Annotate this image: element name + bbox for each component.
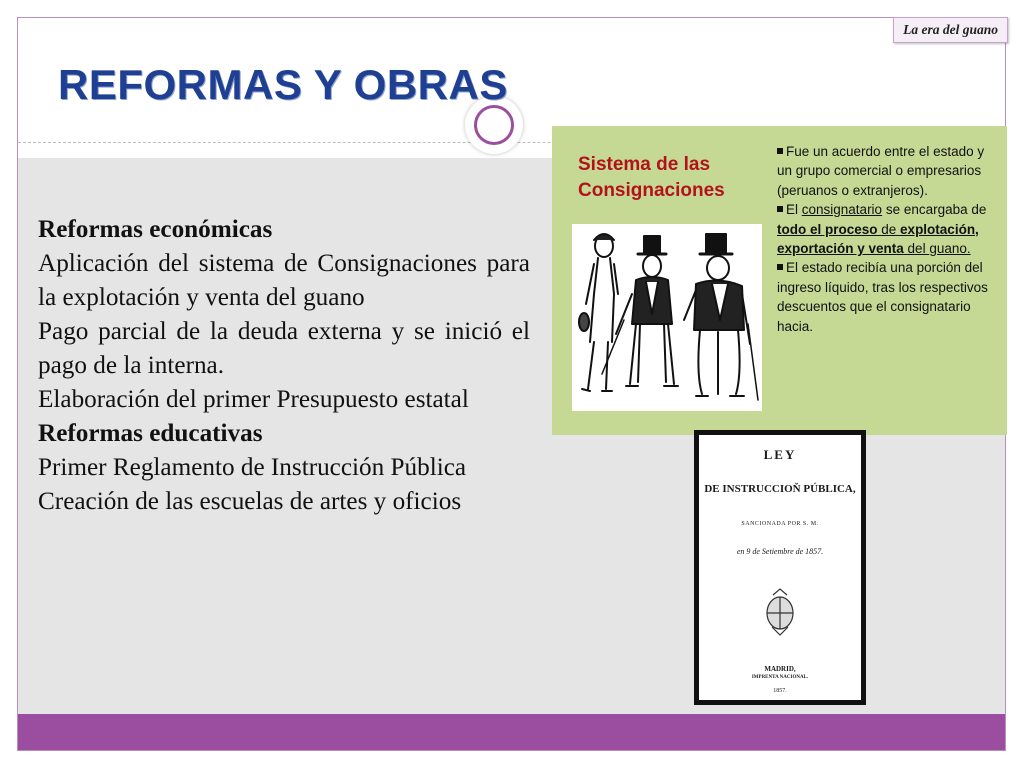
- reforms-text: [38, 213, 530, 519]
- document-date: en 9 de Setiembre de 1857.: [736, 547, 824, 556]
- document-year: 1857.: [773, 688, 787, 694]
- card-underlined-text: del: [903, 241, 930, 257]
- document-title: LEY: [763, 447, 797, 462]
- law-document-cover: [694, 430, 866, 705]
- card-bullet: [777, 200, 999, 258]
- document-subtitle: DE INSTRUCCIOŇ PÚBLICA,: [704, 483, 856, 495]
- economic-reforms-heading: Reformas económicas: [38, 216, 273, 243]
- section-tag: La era del guano: [893, 17, 1008, 43]
- card-text: [777, 142, 999, 336]
- card-underlined-text: consignatario: [801, 202, 883, 218]
- economic-reform-item: Elaboración del primer Presupuesto estatal: [38, 386, 469, 413]
- document-sanction: SANCIONADA POR S. M.: [741, 521, 819, 527]
- footer-bar: [18, 714, 1005, 750]
- square-bullet-icon: [777, 206, 783, 212]
- card-underlined-text: de: [877, 221, 901, 237]
- education-reforms-heading: Reformas educativas: [38, 420, 263, 447]
- document-printer: IMPRENTA NACIONAL.: [751, 675, 809, 680]
- slide-title: REFORMAS Y OBRAS: [58, 61, 508, 108]
- document-city: MADRID,: [764, 665, 796, 673]
- education-reform-item: Primer Reglamento de Instrucción Pública: [38, 454, 467, 481]
- card-bullet: [777, 258, 999, 336]
- card-title: [578, 152, 725, 204]
- card-bullet-text: Fue un acuerdo entre el estado y un grupo comercial o empresarios (peruanos o extranjeros).: [777, 144, 985, 198]
- economic-reform-item: Aplicación del sistema de Consignaciones para la explotación y venta del guano: [38, 250, 530, 311]
- merchants-illustration: [572, 224, 762, 411]
- consignment-system-card: [552, 126, 1007, 435]
- card-emphasis-text: explotación, exportación y venta: [777, 221, 979, 257]
- card-bullet-text: El: [786, 202, 802, 218]
- card-bullet-text: El estado recibía una porción del ingreso líquido, tras los respectivos descuentos que el consignatario hacia.: [777, 260, 988, 334]
- card-bullet-text: se encargaba de: [882, 202, 987, 218]
- square-bullet-icon: [777, 148, 783, 154]
- card-title-line: Consignaciones: [578, 180, 725, 201]
- coat-of-arms-icon: [763, 587, 797, 637]
- square-bullet-icon: [777, 264, 783, 270]
- card-underlined-text: guano.: [929, 241, 971, 257]
- education-reform-item: Creación de las escuelas de artes y oficios: [38, 488, 462, 515]
- card-emphasis-text: todo el proceso: [777, 221, 878, 237]
- economic-reform-item: Pago parcial de la deuda externa y se inició el pago de la interna.: [38, 318, 530, 379]
- merchants-caricature-icon: [572, 224, 762, 411]
- card-bullet: [777, 142, 999, 200]
- card-title-line: Sistema de las: [578, 154, 711, 175]
